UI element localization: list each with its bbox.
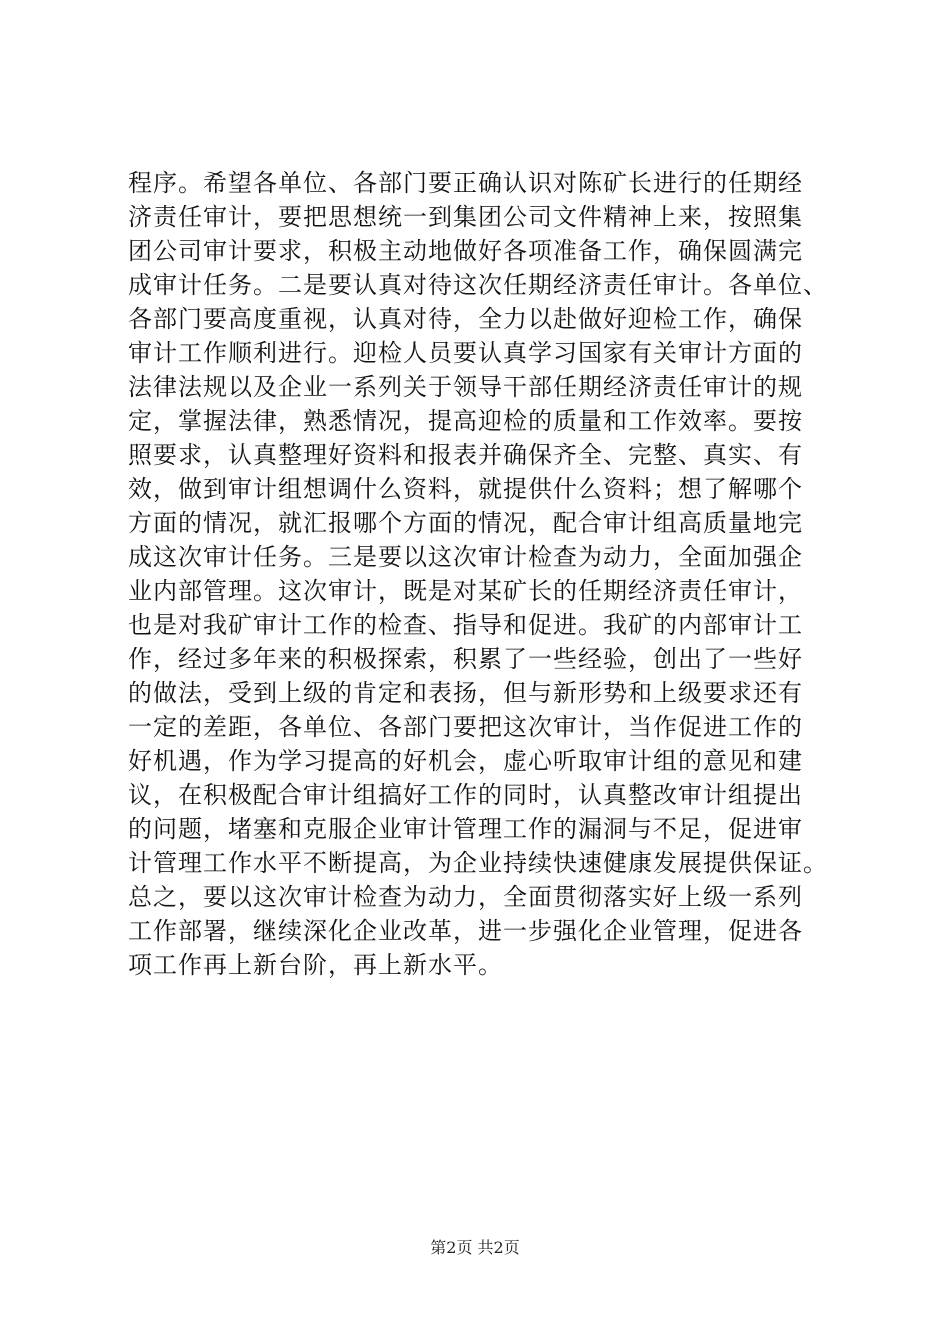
text-line: 也是对我矿审计工作的检查、指导和促进。我矿的内部审计工 [128,611,803,639]
text-line: 项工作再上新台阶，再上新水平。 [128,951,503,979]
text-line: 的做法，受到上级的肯定和表扬，但与新形势和上级要求还有 [128,679,803,707]
text-line: 计管理工作水平不断提高，为企业持续快速健康发展提供保证。 [128,849,828,877]
text-line: 审计工作顺利进行。迎检人员要认真学习国家有关审计方面的 [128,339,803,367]
text-line: 作，经过多年来的积极探索，积累了一些经验，创出了一些好 [128,645,803,673]
text-line: 程序。希望各单位、各部门要正确认识对陈矿长进行的任期经 [128,169,803,197]
body-paragraph [128,166,848,982]
text-line: 总之，要以这次审计检查为动力，全面贯彻落实好上级一系列 [128,883,803,911]
text-line: 照要求，认真整理好资料和报表并确保齐全、完整、真实、有 [128,441,803,469]
text-line: 议，在积极配合审计组搞好工作的同时，认真整改审计组提出 [128,781,803,809]
text-line: 好机遇，作为学习提高的好机会，虚心听取审计组的意见和建 [128,747,803,775]
text-line: 法律法规以及企业一系列关于领导干部任期经济责任审计的规 [128,373,803,401]
text-line: 工作部署，继续深化企业改革，进一步强化企业管理，促进各 [128,917,803,945]
text-line: 各部门要高度重视，认真对待，全力以赴做好迎检工作，确保 [128,305,803,333]
text-line: 的问题，堵塞和克服企业审计管理工作的漏洞与不足，促进审 [128,815,803,843]
text-line: 效，做到审计组想调什么资料，就提供什么资料；想了解哪个 [128,475,803,503]
text-line: 济责任审计，要把思想统一到集团公司文件精神上来，按照集 [128,203,803,231]
text-line: 成审计任务。二是要认真对待这次任期经济责任审计。各单位、 [128,271,828,299]
text-line: 定，掌握法律，熟悉情况，提高迎检的质量和工作效率。要按 [128,407,803,435]
text-line: 方面的情况，就汇报哪个方面的情况，配合审计组高质量地完 [128,509,803,537]
text-line: 业内部管理。这次审计，既是对某矿长的任期经济责任审计， [128,577,803,605]
text-line: 团公司审计要求，积极主动地做好各项准备工作，确保圆满完 [128,237,803,265]
text-line: 一定的差距，各单位、各部门要把这次审计，当作促进工作的 [128,713,803,741]
text-line: 成这次审计任务。三是要以这次审计检查为动力，全面加强企 [128,543,803,571]
page-number-footer: 第2页 共2页 [430,1238,520,1257]
